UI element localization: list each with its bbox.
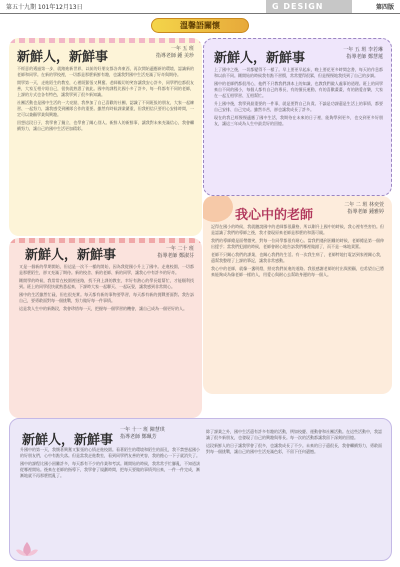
paragraph: 升國中的第一天，我懷著興奮又緊張的心情走進校園。看著陌生的環境和陌生的面孔，我不禁想起國小的好朋友們，心中有點失落。但是當我走進教室，看到同學們友善的笑容，我的擔心一下子就消失了。 <box>20 447 200 458</box>
decorative-border <box>9 238 202 243</box>
paragraph: 這是我人生中的新階段，我會珍惜每一天，把握每一個學習的機會，讓自己成為一個更好的人。 <box>19 306 187 311</box>
paragraph: 開學第一天，走進陌生的教室，心裡既緊張又興奮。老師親切的笑容讓我安心許多，同學們也都很友善，大家互相介紹自己，很快就熟悉了彼此。國中的課程比國小多了許多，每一科都有不同的老師，上課的方式也各有特色，讓我學到了很多新知識。 <box>17 80 194 97</box>
article-body-col-2 <box>206 429 382 557</box>
byline-teacher: 指導老師 鄭珮芳 <box>120 434 157 440</box>
article-title: 新鮮人，新鮮事 <box>25 248 117 263</box>
article-title: 新鮮人，新鮮事 <box>22 433 114 448</box>
byline-class: 一年 二十 班 <box>165 246 194 252</box>
article-body-col-1 <box>20 447 200 557</box>
paragraph: 我們的導師總是面帶微笑，對每一位同學都很有耐心。當我們遇到困難的時候，老師總是第一個伸出援手；當我們犯錯的時候，老師會耐心地告訴我們哪裡做錯了，而不是一味地責罵。 <box>211 238 384 249</box>
article-byline <box>343 47 383 61</box>
article-byline <box>156 46 194 60</box>
byline-teacher: 指導老師 鍾雅婷 <box>347 209 384 215</box>
paragraph: 老師不只關心我們的課業，也關心我們的生活。有一次我生病了，老師特地打電話到家裡關心我，還幫我整理了上課的筆記，讓我非常感動。 <box>211 252 384 263</box>
article-body <box>19 264 194 414</box>
article-byline <box>120 427 165 441</box>
byline-teacher: 指導老師 鄭淑芬 <box>157 253 194 259</box>
page-header <box>0 0 400 14</box>
paragraph: 除了課業之外，國中生活還有許多有趣的活動，例如校慶、運動會和社團活動。在這些活動中，我認識了很多新朋友，也發現了自己的興趣與專長。每一次的活動都讓我留下深刻的回憶。 <box>206 429 382 440</box>
byline-teacher: 指導老師 鄭慧蓮 <box>346 54 383 60</box>
article-body <box>214 67 383 193</box>
article-panel-3 <box>9 238 202 418</box>
article-panel-5 <box>9 418 392 561</box>
section-banner <box>151 18 249 33</box>
brand-label: G DESIGN <box>272 2 324 11</box>
article-byline <box>157 246 194 260</box>
paragraph: 回想這段日子，我學會了獨立，也學會了關心別人。新鮮人的新鮮事，讓我對未來充滿信心，我會繼續努力，讓自己的國中生活更加精彩。 <box>17 120 194 131</box>
paragraph: 上了國中之後，一切都變得不一樣了。早上要更早起床，晚上要花更多時間念書，每天的作息都和以前不同。剛開始的時候我有點不習慣，常常覺得很累，但是慢慢地我找到了自己的步調。 <box>214 67 383 78</box>
issue-date: 第五十九期 101年12月13日 <box>6 4 83 11</box>
page-number: 第四版 <box>375 4 394 11</box>
lotus-decoration <box>12 540 42 558</box>
byline-class: 一年 十一 班 陳慧琪 <box>120 427 165 433</box>
article-panel-1 <box>9 38 202 236</box>
paragraph: 國中的生活雖然忙碌，但也很充實。每天都有新的事物要學習，每天都有新的挑戰要面對。我告訴自己，要勇敢面對每一個挑戰，努力做好每一件事情。 <box>19 292 194 303</box>
paragraph: 國中的老師們都很用心，他們不只教我們課本上的知識，也教我們做人處事的道理。班上的同學來自不同的國小，每個人都有自己的專長，有的擅長運動，有的喜歡畫畫，有的熱愛音樂，大家在一起互相學習、互相幫忙。 <box>214 81 383 98</box>
article-title: 新鮮人，新鮮事 <box>214 51 306 66</box>
byline-class: 一年 五 班 <box>170 46 194 52</box>
article-title: 我心中的老師 <box>235 208 314 223</box>
brand-box <box>266 0 352 13</box>
byline-class: 一年 五 班 李若琳 <box>343 47 383 53</box>
byline-teacher: 指導老師 鍾 美珍 <box>155 53 194 59</box>
paragraph: 這段新鮮人的日子讓我學會了很多，也讓我成長了不少。未來的日子還很長，我會繼續努力，勇敢面對每一個挑戰，讓自己的國中生活充滿色彩，不留下任何遺憾。 <box>206 443 382 454</box>
section-banner-label: 溫馨語關懷 <box>180 21 220 30</box>
article-body <box>17 66 194 232</box>
article-panel-2 <box>203 38 392 196</box>
paragraph: 剛開學的時候，我常常在校園裡迷路，找不到上課的教室，幸好有熱心的學長姐幫忙，才能順利找到。班上的同學很快就熟悉起來，下課時大家一起聊天、一起玩耍，讓我感到非常開心。 <box>19 278 194 289</box>
paragraph: 又是一個新的學期開始，但這是一次不一樣的開始，因為我從國小升上了國中。走進校園，一切都是那麼陌生，卻又充滿了期待。新的校舍、新的老師、新的同學，讓我心中有許多的好奇。 <box>19 264 194 275</box>
paragraph: 不經意的邁過第一步，就踏進新世界，以前的好朋友都各奔東西，再次開始適應新的環境，認識新的老師和同學。在新的學校裡，一切都是那麼新鮮有趣，也讓我對國中生活充滿了好奇與期待。 <box>17 66 194 77</box>
paragraph: 社團活動也是國中生活的一大亮點，我參加了自己喜歡的社團，認識了不同班級的朋友，大家一起練習、一起努力，讓我感受到團隊合作的重要。雖然有時候課業繁重，但我相信只要用心安排時間，一定可以兼顧學業與興趣。 <box>17 100 194 117</box>
article-body <box>211 224 384 390</box>
decorative-border <box>9 38 202 43</box>
paragraph: 記得在國小的時候，我就聽說國中的老師都很嚴格，所以剛升上國中的時候，我心裡有些害怕。但是認識了我們的導師之後，我才發現原來老師是那麼的和藹可親。 <box>211 224 384 235</box>
paragraph: 現在的我已經慢慢適應了國中生活，我期待在未來的日子裡，能夠學到更多，也交到更多好朋友，讓這三年成為人生中最美好的回憶。 <box>214 115 383 126</box>
article-byline <box>344 202 384 216</box>
article-title: 新鮮人，新鮮事 <box>17 50 109 65</box>
flower-illustration <box>203 196 233 222</box>
paragraph: 國中的課程比國小困難許多，每天都有不少的作業和考試。剛開始的時候，我常常手忙腳亂，不知道該從哪裡開始。後來在老師的指導下，我學會了規劃時間，把每天要做的事情列出來，一件一件完成，漸漸地就不再那麼慌亂了。 <box>20 461 200 478</box>
byline-class: 二年 二 班 林奕萱 <box>344 202 384 208</box>
paragraph: 我心中的老師，就像一盞明燈，照亮我們前進的道路。我很感謝老師的付出與照顧，也希望自己將來能夠成為像老師一樣的人，用愛心與耐心去幫助身邊的每一個人。 <box>211 266 384 277</box>
paragraph: 升上國中後，我學到最重要的一件事，就是要對自己負責。不論是功課還是生活上的事情，都要自己安排、自己完成。雖然辛苦，卻也讓我成長了許多。 <box>214 101 383 112</box>
article-panel-4 <box>203 196 392 394</box>
